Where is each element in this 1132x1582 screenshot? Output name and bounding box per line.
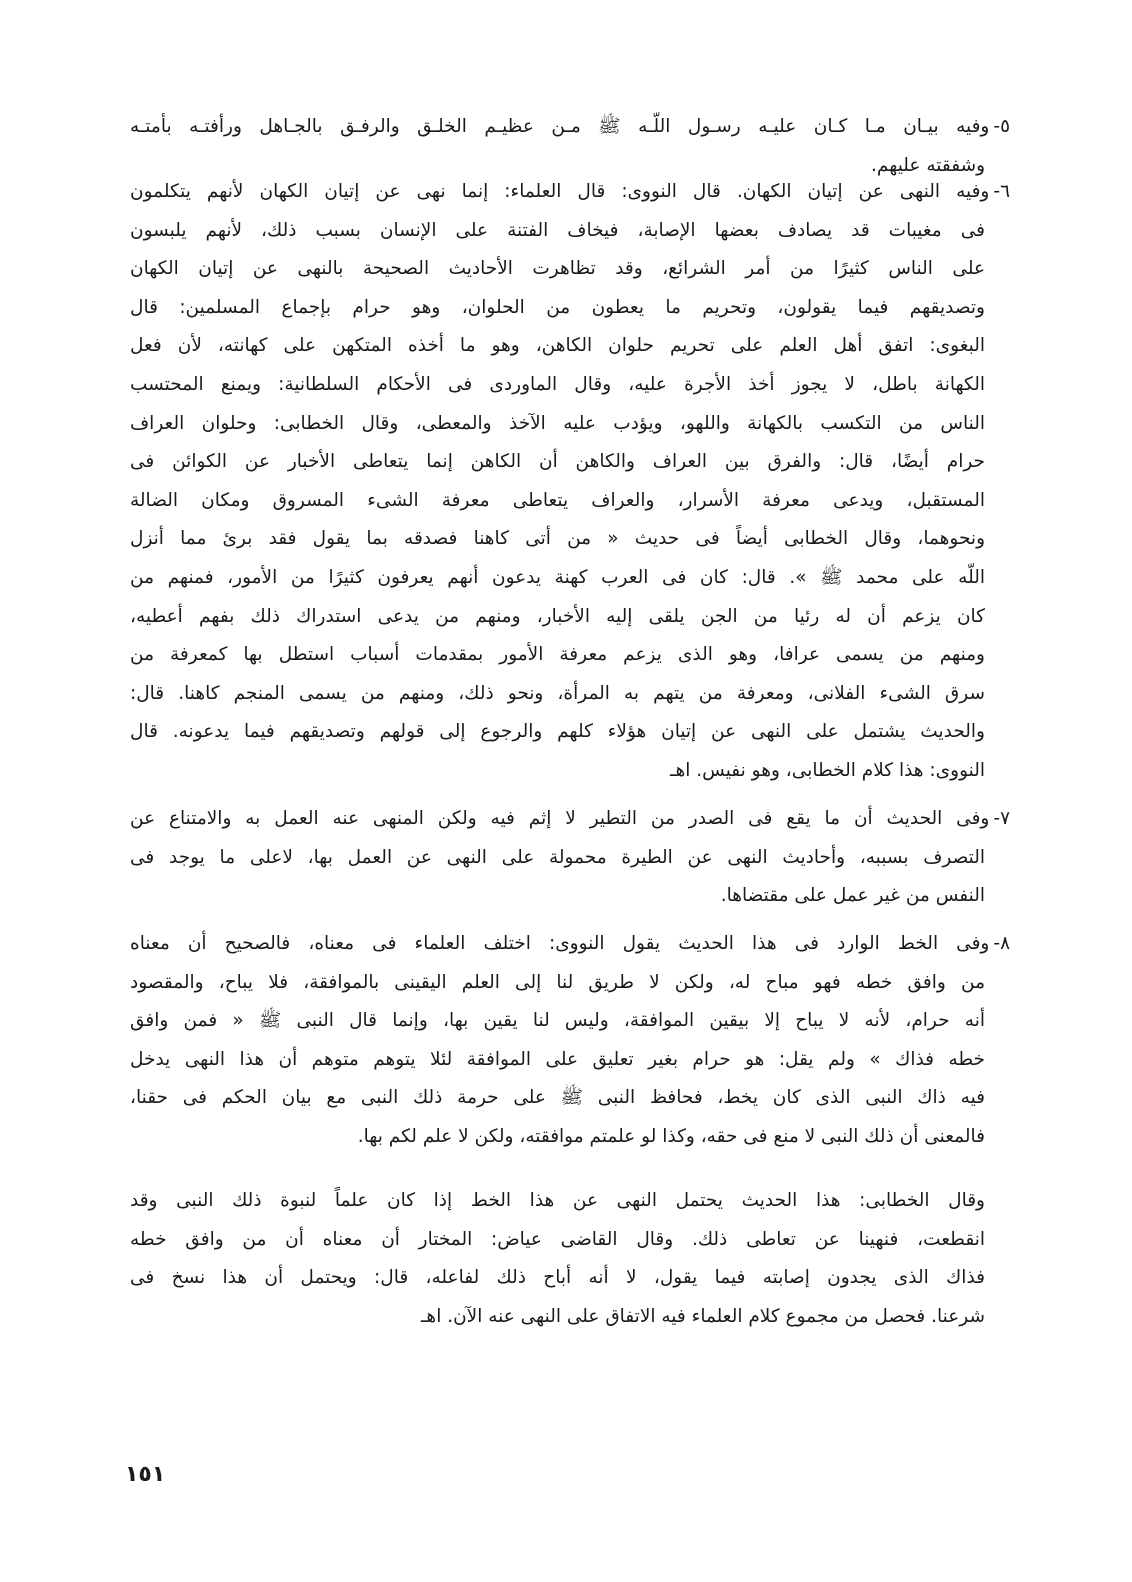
line-text: ومنهم من يسمى عرافا، وهو الذى يزعم معرفة الأمور بمقدمات أسباب استطل بها كمعرفة من (130, 644, 985, 666)
line-text: الناس من التكسب بالكهانة واللهو، ويؤدب عليه الآخذ والمعطى، وقال الخطابى: وحلوان العراف (130, 412, 985, 434)
line-text: من وافق خطه فهو مباح له، ولكن لا طريق لنا إلى العلم اليقينى بالموافقة، فلا يباح، والمقصود (130, 971, 985, 993)
line-text: وشفقته عليهم. (871, 154, 985, 176)
text-line (130, 443, 1010, 482)
text-line (130, 800, 1010, 839)
text-line (130, 1002, 1010, 1041)
text-line (130, 839, 1010, 878)
paragraph-number: ٧- (993, 808, 1010, 829)
paragraph-continuation (130, 1182, 1010, 1336)
line-text: سرق الشىء الفلانى، ومعرفة من يتهم به المرأة، ونحو ذلك، ومنهم من يسمى المنجم كاهنا. قال: (130, 682, 985, 704)
line-text: التصرف بسببه، وأحاديث النهى عن الطيرة محمولة على النهى عن العمل بها، لاعلى ما يوجد فى (130, 846, 985, 868)
line-text: أنه حرام، لأنه لا يباح إلا بيقين الموافقة، وليس لنا يقين بها، وإنما قال النبى ﷺ « فمن وافق (130, 1010, 985, 1032)
text-line (130, 289, 1010, 328)
line-text: حرام أيضًا، قال: والفرق بين العراف والكاهن أن الكاهن إنما يتعاطى الأخبار عن الكوائن فى (130, 451, 985, 473)
line-text: ونحوهما، وقال الخطابى أيضاً فى حديث « من أتى كاهنا فصدقه بما يقول فقد برئ مما أنزل (130, 528, 985, 550)
text-line (130, 713, 1010, 752)
line-text: وفى الحديث أن ما يقع فى الصدر من التطير لا إثم فيه ولكن المنهى عنه العمل به والامتناع عن (130, 808, 990, 829)
text-line (130, 1118, 1010, 1157)
paragraph-number: ٨- (993, 933, 1010, 954)
line-text: فالمعنى أن ذلك النبى لا منع فى حقه، وكذا لو علمتم موافقته، ولكن لا علم لكم بها. (357, 1125, 985, 1147)
line-text: على الناس كثيرًا من أمر الشرائع، وقد تظاهرت الأحاديث الصحيحة بالنهى عن إتيان الكهان (130, 258, 985, 280)
text-line (130, 366, 1010, 405)
line-text: البغوى: اتفق أهل العلم على تحريم حلوان الكاهن، وهو ما أخذه المتكهن على كهانته، لأن فعل (130, 335, 985, 357)
page-number: ١٥١ (125, 1462, 166, 1487)
text-line (130, 598, 1010, 637)
paragraph-number: ٥- (993, 116, 1010, 137)
text-line (130, 108, 1010, 147)
line-text: كان يزعم أن له رئيا من الجن يلقى إليه الأخبار، ومنهم من يدعى استدراك ذلك بفهم أعطيه، (130, 605, 985, 627)
line-text: وفيه بيـان مـا كـان عليـه رسـول اللّـه ﷺ مـن عظيـم الخلـق والرفـق بالجـاهل ورأفتـه بأمتـه (130, 116, 990, 137)
text-line (130, 173, 1010, 212)
text-line (130, 482, 1010, 521)
text-line (130, 1298, 1010, 1337)
paragraph-7 (130, 800, 1010, 916)
line-text: فى مغيبات قد يصادف بعضها الإصابة، فيخاف الفتنة على الإنسان بسبب ذلك، لأنهم يلبسون (130, 219, 985, 241)
line-text: خطه فذاك » ولم يقل: هو حرام بغير تعليق على الموافقة لئلا يتوهم متوهم أن هذا النهى يدخل (130, 1048, 985, 1070)
text-line (130, 925, 1010, 964)
paragraph-6 (130, 173, 1010, 791)
text-line (130, 327, 1010, 366)
line-text: وفيه النهى عن إتيان الكهان. قال النووى: قال العلماء: إنما نهى عن إتيان الكهان لأنهم يتكلمون (130, 181, 990, 202)
text-line (130, 752, 1010, 791)
line-text: والحديث يشتمل على النهى عن إتيان هؤلاء كلهم والرجوع إلى قولهم وتصديقهم فيما يدعونه. قال (130, 721, 985, 743)
text-line (130, 1041, 1010, 1080)
line-text: فيه ذاك النبى الذى كان يخط، فحافظ النبى ﷺ على حرمة ذلك النبى مع بيان الحكم فى حقنا، (130, 1087, 985, 1109)
text-line (130, 559, 1010, 598)
line-text: الكهانة باطل، لا يجوز أخذ الأجرة عليه، وقال الماوردى فى الأحكام السلطانية: ويمنع المحتسب (130, 373, 985, 395)
line-text: فذاك الذى يجدون إصابته فيما يقول، لا أنه أباح ذلك لفاعله، قال: ويحتمل أن هذا نسخ فى (130, 1267, 985, 1289)
text-line (130, 212, 1010, 251)
line-text: المستقبل، ويدعى معرفة الأسرار، والعراف يتعاطى معرفة الشىء المسروق ومكان الضالة (130, 489, 985, 511)
line-text: اللّه على محمد ﷺ ». قال: كان فى العرب كهنة يدعون أنهم يعرفون كثيرًا من الأمور، فمنهم من (130, 566, 985, 588)
paragraph-number: ٦- (993, 181, 1010, 202)
text-line (130, 250, 1010, 289)
text-line (130, 405, 1010, 444)
paragraph-8 (130, 925, 1010, 1157)
text-line (130, 877, 1010, 916)
text-line (130, 520, 1010, 559)
text-line (130, 1221, 1010, 1260)
line-text: انقطعت، فنهينا عن تعاطى ذلك. وقال القاضى عياض: المختار أن معناه أن من وافق خطه (130, 1228, 985, 1250)
line-text: النووى: هذا كلام الخطابى، وهو نفيس. اهـ (670, 759, 985, 781)
line-text: النفس من غير عمل على مقتضاها. (720, 885, 985, 907)
line-text: وقال الخطابى: هذا الحديث يحتمل النهى عن هذا الخط إذا كان علماً لنبوة ذلك النبى وقد (130, 1190, 985, 1211)
text-line (130, 675, 1010, 714)
text-line (130, 1182, 1010, 1221)
line-text: وفى الخط الوارد فى هذا الحديث يقول النووى: اختلف العلماء فى معناه، فالصحيح أن معناه (130, 933, 990, 954)
text-line (130, 964, 1010, 1003)
line-text: وتصديقهم فيما يقولون، وتحريم ما يعطون من الحلوان، وهو حرام بإجماع المسلمين: قال (130, 296, 985, 318)
text-line (130, 636, 1010, 675)
line-text: شرعنا. فحصل من مجموع كلام العلماء فيه الاتفاق على النهى عنه الآن. اهـ (421, 1305, 985, 1327)
text-line (130, 1079, 1010, 1118)
text-line (130, 1259, 1010, 1298)
